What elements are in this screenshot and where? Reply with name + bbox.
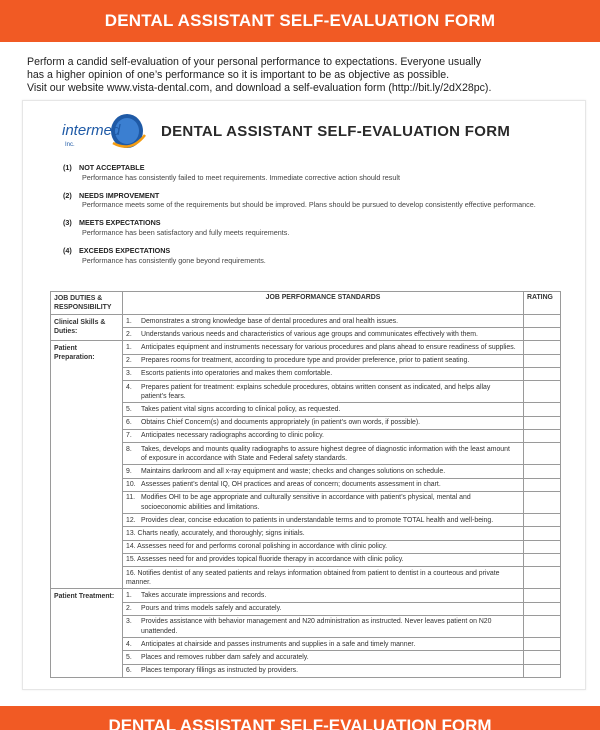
rating-scale bbox=[63, 163, 563, 273]
standard-text: Takes accurate impressions and records. bbox=[141, 591, 267, 599]
table-row bbox=[51, 527, 561, 540]
category-cell: Clinical Skills & Duties: bbox=[51, 315, 123, 341]
header-duties: JOB DUTIES & RESPONSIBILITY bbox=[51, 292, 123, 315]
logo-text: intermed bbox=[62, 122, 121, 139]
table-row bbox=[51, 602, 561, 615]
standard-cell bbox=[123, 527, 524, 540]
standard-text: 13. Charts neatly, accurately, and thoroughly; signs initials. bbox=[126, 529, 305, 537]
scale-heading bbox=[63, 246, 563, 256]
rating-cell[interactable] bbox=[524, 478, 561, 491]
scale-description: Performance meets some of the requirements but should be improved. Plans should be pursued to develop consistently effective performance. bbox=[82, 200, 536, 210]
rating-cell[interactable] bbox=[524, 567, 561, 589]
rating-cell[interactable] bbox=[524, 651, 561, 664]
standard-text: Understands various needs and characteristics of various age groups and communicates effectively with them. bbox=[141, 330, 478, 338]
standard-number: 2. bbox=[126, 357, 132, 365]
standard-cell bbox=[123, 367, 524, 380]
intro-text bbox=[27, 56, 587, 96]
table-row bbox=[51, 664, 561, 677]
bottom-banner bbox=[0, 706, 600, 730]
scale-description: Performance has consistently failed to meet requirements. Immediate corrective action should result bbox=[82, 172, 400, 182]
standard-text: Obtains Chief Concern(s) and documents appropriately (in patient’s own words, if possible). bbox=[141, 419, 421, 427]
standard-number: 4. bbox=[126, 640, 132, 648]
rating-cell[interactable] bbox=[524, 328, 561, 341]
standard-text: Provides assistance with behavior management and N20 administration as instructed. Never leaves patient on N20 unattended. bbox=[141, 618, 492, 635]
standard-cell bbox=[123, 553, 524, 566]
standard-number: 5. bbox=[126, 405, 132, 413]
standard-number: 2. bbox=[126, 330, 132, 338]
standard-text: Demonstrates a strong knowledge base of dental procedures and oral health issues. bbox=[141, 317, 399, 325]
standard-cell bbox=[123, 429, 524, 442]
rating-cell[interactable] bbox=[524, 491, 561, 513]
standard-cell bbox=[123, 341, 524, 354]
table-row bbox=[51, 514, 561, 527]
standard-text: Prepares rooms for treatment, according to procedure type and provider preference, prior to patient seating. bbox=[141, 357, 470, 365]
scale-item bbox=[63, 218, 563, 238]
scale-item bbox=[63, 191, 563, 211]
standard-text: Provides clear, concise education to patients in understandable terms and to promote TOTAL health and well-being. bbox=[141, 516, 494, 524]
standard-text: 16. Notifies dentist of any seated patients and relays information obtained from patient to dentist in a courteous and private manner. bbox=[126, 569, 500, 586]
standard-text: Modifies OHI to be age appropriate and culturally sensitive in accordance with patient’s physical, mental and socioeconomic abilities and limitations. bbox=[141, 494, 471, 511]
table-row bbox=[51, 478, 561, 491]
scale-label: MEETS EXPECTATIONS bbox=[79, 218, 161, 228]
scale-number: (4) bbox=[63, 245, 72, 255]
intro-line-1: Perform a candid self-evaluation of your personal performance to expectations. Everyone usually bbox=[27, 56, 482, 68]
rating-cell[interactable] bbox=[524, 638, 561, 651]
table-row bbox=[51, 381, 561, 403]
standard-text: Places and removes rubber dam safely and accurately. bbox=[141, 653, 309, 661]
standard-number: 2. bbox=[126, 605, 132, 613]
table-row bbox=[51, 615, 561, 637]
document-title: DENTAL ASSISTANT SELF-EVALUATION FORM bbox=[161, 123, 511, 140]
rating-cell[interactable] bbox=[524, 416, 561, 429]
standard-cell bbox=[123, 381, 524, 403]
table-row bbox=[51, 589, 561, 602]
standard-number: 3. bbox=[126, 370, 132, 378]
table-row bbox=[51, 651, 561, 664]
standard-text: Anticipates equipment and instruments necessary for various procedures and plans ahead to ensure readiness of supplies. bbox=[141, 343, 516, 351]
standard-cell bbox=[123, 638, 524, 651]
standard-number: 10. bbox=[126, 481, 136, 489]
rating-cell[interactable] bbox=[524, 615, 561, 637]
standard-text: Escorts patients into operatories and makes them comfortable. bbox=[141, 370, 333, 378]
rating-cell[interactable] bbox=[524, 443, 561, 465]
table-row bbox=[51, 341, 561, 354]
standard-cell bbox=[123, 491, 524, 513]
standard-cell bbox=[123, 354, 524, 367]
standard-number: 3. bbox=[126, 618, 132, 626]
scale-number: (1) bbox=[63, 163, 72, 172]
standard-cell bbox=[123, 478, 524, 491]
form-document bbox=[22, 100, 586, 690]
rating-cell[interactable] bbox=[524, 465, 561, 478]
performance-table bbox=[50, 291, 561, 678]
standard-cell bbox=[123, 589, 524, 602]
standard-text: Assesses patient’s dental IQ, OH practices and areas of concern; documents assessment in chart. bbox=[141, 481, 441, 489]
intro-line-2: has a higher opinion of one’s performance so it is important to be as objective as possible. bbox=[27, 69, 450, 82]
standard-text: Takes patient vital signs according to clinical policy, as requested. bbox=[141, 405, 341, 413]
rating-cell[interactable] bbox=[524, 553, 561, 566]
scale-number: (3) bbox=[63, 218, 72, 228]
category-cell: Patient Treatment: bbox=[51, 589, 123, 677]
standard-cell bbox=[123, 602, 524, 615]
scale-description: Performance has been satisfactory and fully meets requirements. bbox=[82, 227, 290, 237]
scale-label: NEEDS IMPROVEMENT bbox=[79, 190, 160, 200]
standard-text: Places temporary fillings as instructed by providers. bbox=[141, 667, 299, 675]
scale-description: Performance has consistently gone beyond requirements. bbox=[82, 255, 266, 265]
intro-line-3: Visit our website www.vista-dental.com, and download a self-evaluation form (http://bit.ly/2dX28pc). bbox=[27, 82, 492, 95]
scale-heading bbox=[63, 163, 563, 173]
standard-cell bbox=[123, 443, 524, 465]
standard-text: Prepares patient for treatment: explains schedule procedures, obtains written consent as indicated, and helps allay patient’s fears. bbox=[141, 383, 491, 400]
footer-title: DENTAL ASSISTANT SELF-EVALUATION FORM bbox=[108, 716, 492, 730]
table-row bbox=[51, 403, 561, 416]
standard-cell bbox=[123, 540, 524, 553]
standard-cell bbox=[123, 403, 524, 416]
standard-number: 6. bbox=[126, 419, 132, 427]
standard-text: Maintains darkroom and all x-ray equipment and waste; checks and changes solutions on schedule. bbox=[141, 467, 446, 475]
standard-number: 8. bbox=[126, 445, 132, 453]
table-header-row bbox=[51, 292, 561, 315]
scale-item bbox=[63, 246, 563, 266]
standard-number: 12. bbox=[126, 516, 136, 524]
scale-item bbox=[63, 163, 563, 183]
rating-cell[interactable] bbox=[524, 664, 561, 677]
scale-heading bbox=[63, 191, 563, 201]
rating-cell[interactable] bbox=[524, 527, 561, 540]
rating-cell[interactable] bbox=[524, 315, 561, 328]
table-row bbox=[51, 491, 561, 513]
rating-cell[interactable] bbox=[524, 354, 561, 367]
scale-label: NOT ACCEPTABLE bbox=[79, 163, 145, 172]
standard-number: 11. bbox=[126, 494, 136, 502]
rating-cell[interactable] bbox=[524, 540, 561, 553]
table-row bbox=[51, 567, 561, 589]
rating-cell[interactable] bbox=[524, 602, 561, 615]
standard-number: 9. bbox=[126, 467, 132, 475]
header-rating: RATING bbox=[524, 292, 561, 315]
standard-cell bbox=[123, 664, 524, 677]
logo-subtext: Inc. bbox=[65, 142, 75, 148]
top-banner bbox=[0, 0, 600, 42]
scale-label: EXCEEDS EXPECTATIONS bbox=[79, 245, 171, 255]
standard-text: Anticipates necessary radiographs according to clinic policy. bbox=[141, 432, 324, 440]
table-row bbox=[51, 443, 561, 465]
standard-cell bbox=[123, 514, 524, 527]
table-row bbox=[51, 638, 561, 651]
standard-text: Takes, develops and mounts quality radiographs to assure highest degree of diagnostic information with the least amount of exposure in accordance with State and Federal safety standards. bbox=[141, 445, 510, 462]
standard-text: Anticipates at chairside and passes instruments and supplies in a safe and timely manner. bbox=[141, 640, 416, 648]
standard-text: 15. Assesses need for and provides topical fluoride therapy in accordance with clinic policy. bbox=[126, 556, 404, 564]
rating-cell[interactable] bbox=[524, 341, 561, 354]
table-row bbox=[51, 540, 561, 553]
standard-text: 14. Assesses need for and performs coronal polishing in accordance with clinic policy. bbox=[126, 543, 388, 551]
standard-number: 1. bbox=[126, 317, 132, 325]
rating-cell[interactable] bbox=[524, 403, 561, 416]
rating-cell[interactable] bbox=[524, 589, 561, 602]
scale-heading bbox=[63, 218, 563, 228]
standard-number: 1. bbox=[126, 591, 132, 599]
table-row bbox=[51, 416, 561, 429]
rating-cell[interactable] bbox=[524, 514, 561, 527]
table-row bbox=[51, 354, 561, 367]
standard-cell bbox=[123, 651, 524, 664]
standard-number: 4. bbox=[126, 383, 132, 391]
standard-cell bbox=[123, 615, 524, 637]
standard-number: 7. bbox=[126, 432, 132, 440]
standard-cell bbox=[123, 416, 524, 429]
table-row bbox=[51, 328, 561, 341]
rating-cell[interactable] bbox=[524, 367, 561, 380]
rating-cell[interactable] bbox=[524, 429, 561, 442]
standard-cell bbox=[123, 465, 524, 478]
scale-number: (2) bbox=[63, 190, 72, 200]
table-row bbox=[51, 465, 561, 478]
table-row bbox=[51, 367, 561, 380]
rating-cell[interactable] bbox=[524, 381, 561, 403]
category-cell: Patient Preparation: bbox=[51, 341, 123, 589]
table-row bbox=[51, 429, 561, 442]
table-row bbox=[51, 315, 561, 328]
banner-title: DENTAL ASSISTANT SELF-EVALUATION FORM bbox=[104, 11, 496, 30]
standard-number: 1. bbox=[126, 343, 132, 351]
standard-number: 5. bbox=[126, 653, 132, 661]
standard-cell bbox=[123, 315, 524, 328]
standard-text: Pours and trims models safely and accurately. bbox=[141, 605, 282, 613]
header-standards: JOB PERFORMANCE STANDARDS bbox=[123, 292, 524, 315]
standard-cell bbox=[123, 328, 524, 341]
standard-number: 6. bbox=[126, 667, 132, 675]
standard-cell bbox=[123, 567, 524, 589]
intermed-logo bbox=[61, 113, 149, 153]
table-row bbox=[51, 553, 561, 566]
